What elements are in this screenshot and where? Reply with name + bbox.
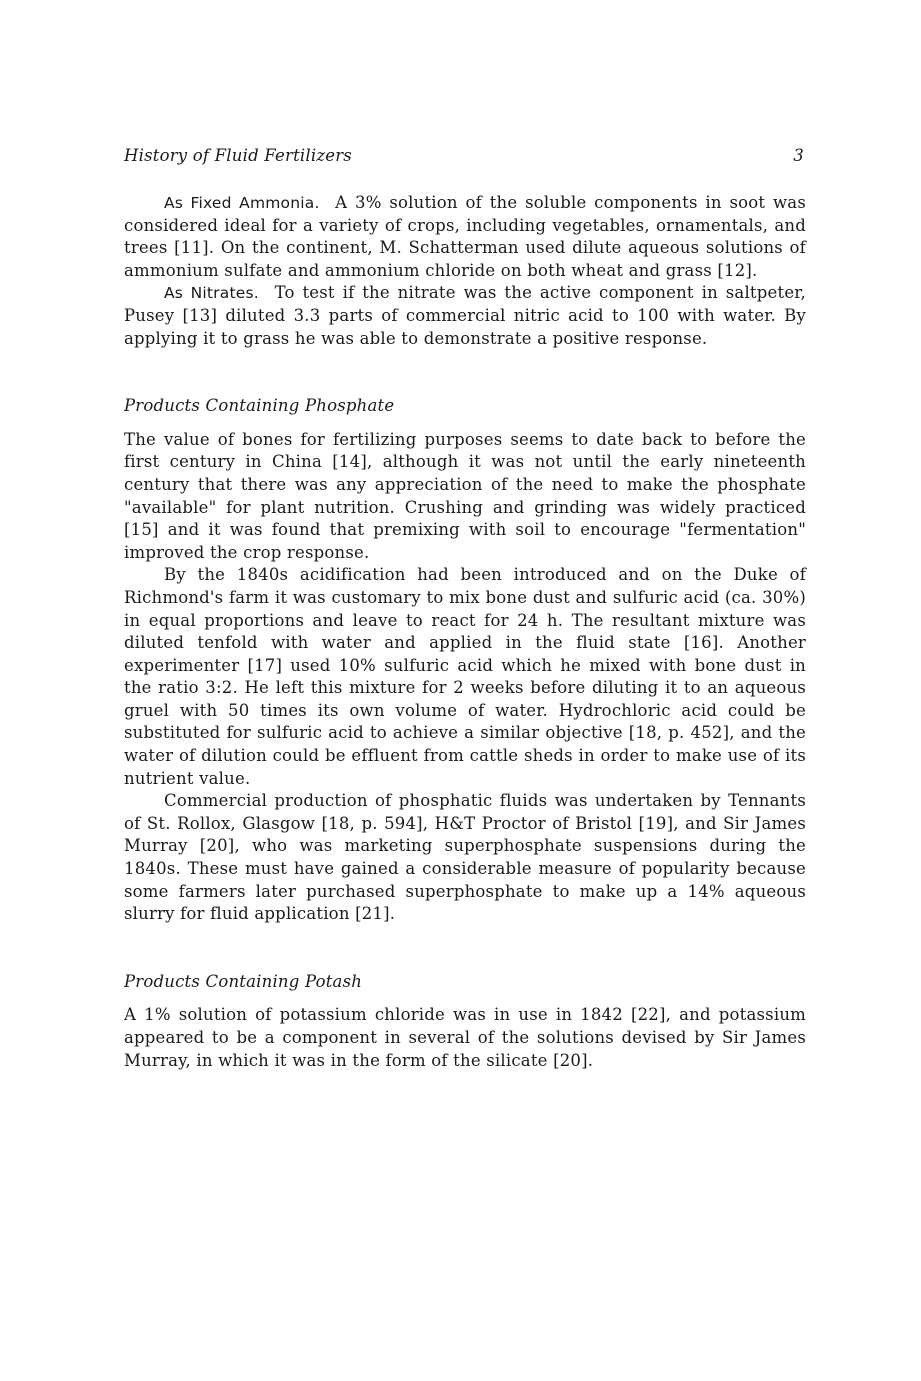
run-in-heading-fixed-ammonia: As Fixed Ammonia.: [164, 194, 320, 212]
section-heading-potash: Products Containing Potash: [124, 971, 363, 991]
paragraph-phosphate-2: By the 1840s acidification had been introduced and on the Duke of Richmond's farm it was customary to mix bone dust and sulfuric acid (ca. 30%) in equal proportions and leave to react for 24 h. The resultant mixture was diluted tenfold with water and applied in the fluid state [16]. Another experimenter [17] used 10% sulfuric acid which he mixed with bone dust in the ratio 3:2. He left this mixture for 2 weeks before diluting it to an aqueous gruel with 50 times its own volume of water. Hydrochloric acid could be substituted for sulfuric acid to achieve a similar objective [18, p. 452], and the water of dilution could be effluent from cattle sheds in order to make use of its nutrient value.: [124, 565, 806, 788]
paragraph-nitrates: [124, 282, 806, 350]
run-in-heading-nitrates: As Nitrates.: [164, 284, 259, 303]
section-heading-phosphate: Products Containing Phosphate: [124, 396, 395, 416]
paragraph-text: To test if the nitrate was the active component in saltpeter, Pusey [13] diluted 3.3 parts of commercial nitric acid to 100 with water. By applying it to grass he was able to demonstrate a positive response.: [124, 283, 806, 348]
page-number: 3: [793, 146, 804, 165]
running-header: [124, 145, 806, 171]
paragraph-potash-1: A 1% solution of potassium chloride was in use in 1842 [22], and potassium appeared to be a component in several of the solutions devised by Sir James Murray, in which it was in the form of the silicate [20].: [124, 1005, 806, 1070]
paragraph-fixed-ammonia: [124, 192, 806, 282]
paragraph-text: A 3% solution of the soluble components in soot was considered ideal for a variety of crops, including vegetables, ornamentals, and trees [11]. On the continent, M. Schatterman used dilute aqueous solutions of ammonium sulfate and ammonium chloride on both wheat and grass [12].: [124, 193, 807, 280]
paragraph-phosphate-3: Commercial production of phosphatic fluids was undertaken by Tennants of St. Rollox, Glasgow [18, p. 594], H&T Proctor of Bristol [19], and Sir James Murray [20], who was marketing superphosphate suspensions during the 1840s. These must have gained a considerable measure of popularity because some farmers later purchased superphosphate to make up a 14% aqueous slurry for fluid application [21].: [124, 791, 806, 924]
document-page: [124, 145, 806, 1072]
paragraph-phosphate-1: The value of bones for fertilizing purposes seems to date back to before the first century in China [14], although it was not until the early nineteenth century that there was any appreciation of the need to make the phosphate "available" for plant nutrition. Crushing and grinding was widely practiced [15] and it was found that premixing with soil to encourage "fermentation" improved the crop response.: [124, 429, 806, 562]
running-title: History of Fluid Fertilizers: [124, 146, 352, 165]
